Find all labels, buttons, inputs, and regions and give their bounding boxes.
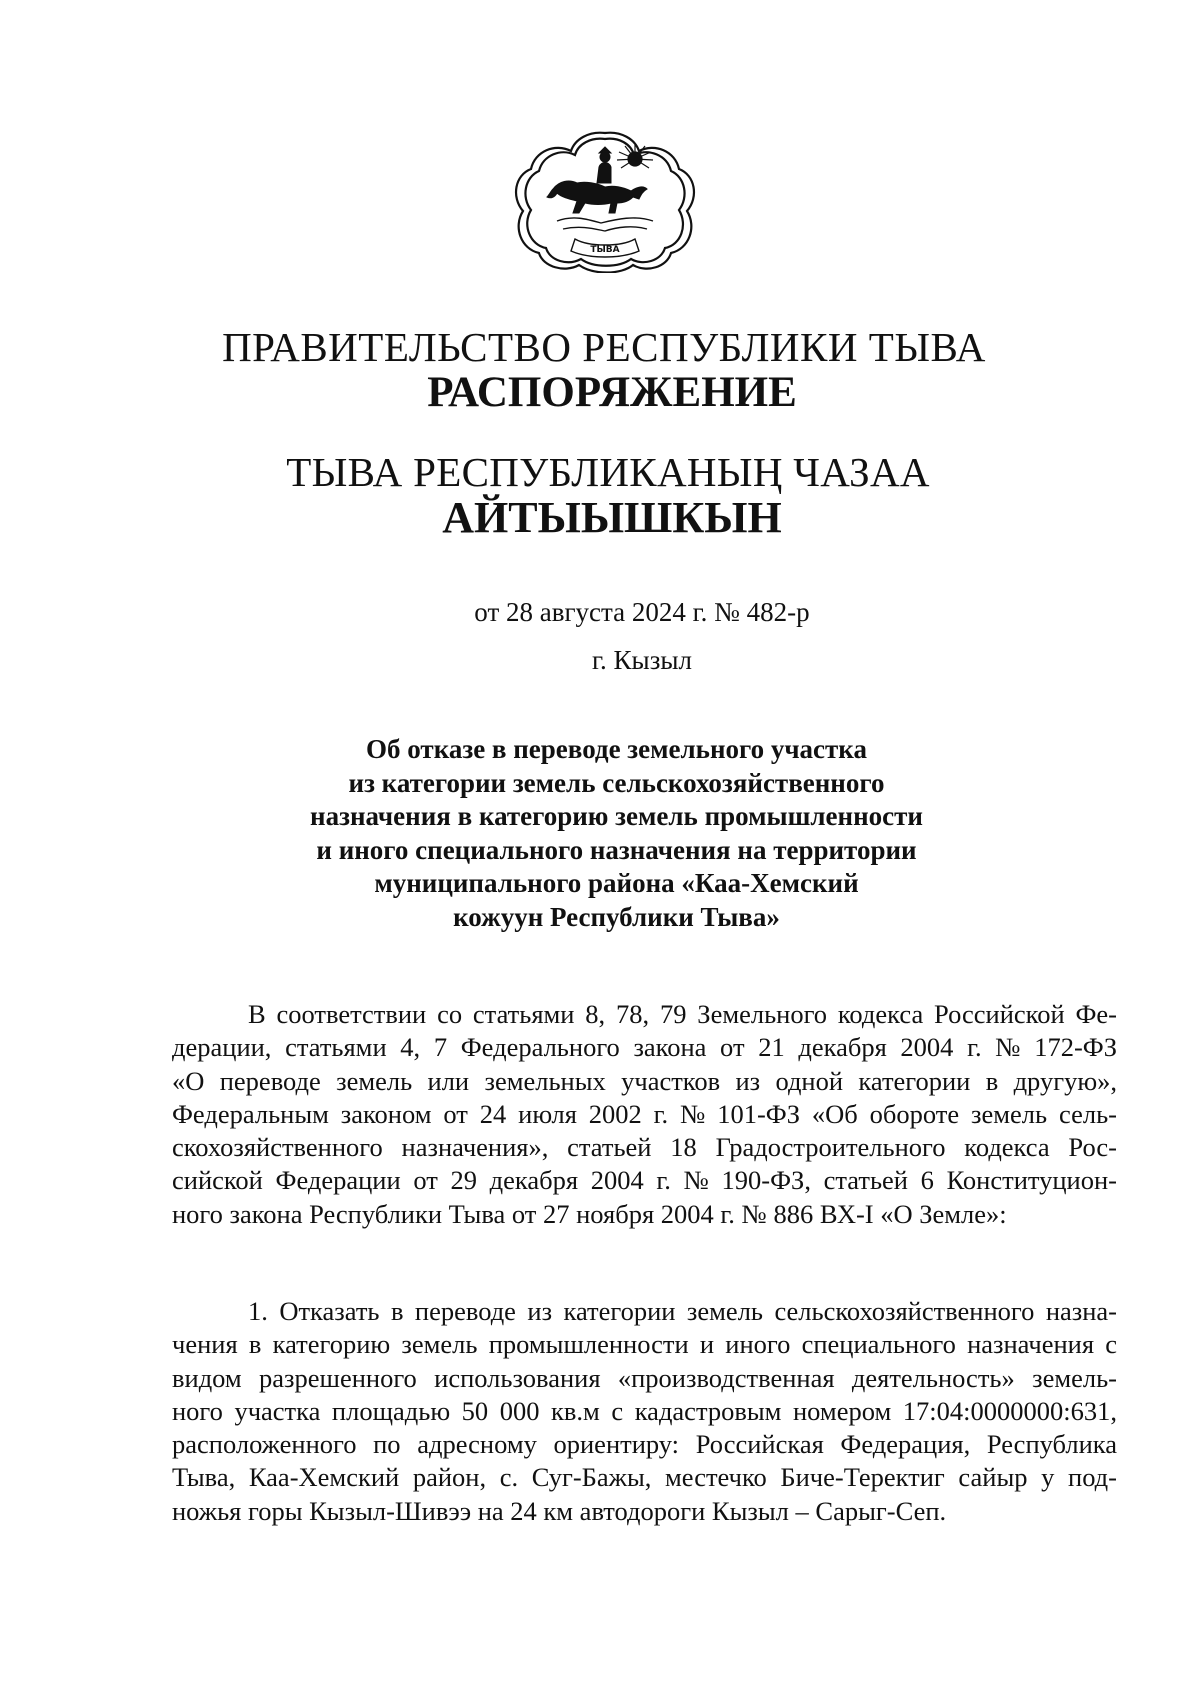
document-title [0, 733, 1200, 934]
paragraph-line: видом разрешенного использования «производственная деятельность» земель- [172, 1362, 1117, 1393]
document-city: г. Кызыл [592, 645, 692, 675]
title-line: назначения в категорию земель промышленности [310, 801, 923, 831]
clause-1-paragraph [172, 1295, 1117, 1528]
paragraph-line: «О переводе земель или земельных участков из одной категории в другую», [172, 1065, 1117, 1096]
tuva-emblem-icon [513, 127, 697, 273]
paragraph-line: скохозяйственного назначения», статьей 18 Градостроительного кодекса Рос- [172, 1132, 1117, 1163]
document-type-ru: РАСПОРЯЖЕНИЕ [427, 369, 797, 416]
svg-text:ТЫВА: ТЫВА [590, 245, 620, 255]
sun-icon [617, 143, 653, 168]
paragraph-line: Тыва, Каа-Хемский район, с. Суг-Бажы, местечко Биче-Теректиг сайыр у под- [172, 1462, 1117, 1493]
paragraph-line: В соответствии со статьями 8, 78, 79 Земельного кодекса Российской Фе- [248, 999, 1117, 1029]
title-line: и иного специального назначения на территории [316, 834, 917, 865]
paragraph-line: чения в категорию земель промышленности и иного специального назначения с [172, 1329, 1117, 1360]
paragraph-line: ножья горы Кызыл-Шивээ на 24 км автодороги Кызыл – Сарыг-Сеп. [172, 1495, 947, 1526]
paragraph-line: расположенного по адресному ориентиру: Российская Федерация, Республика [172, 1429, 1117, 1460]
title-line: муниципального района «Каа-Хемский [374, 868, 859, 898]
paragraph-line: ного участка площадью 50 000 кв.м с кадастровым номером 17:04:0000000:631, [172, 1395, 1117, 1426]
document-date-number: от 28 августа 2024 г. № 482-р [474, 597, 810, 627]
title-line: кожуун Республики Тыва» [453, 901, 780, 932]
paragraph-line: Федеральным законом от 24 июля 2002 г. № 101-ФЗ «Об обороте земель сель- [172, 1098, 1117, 1129]
paragraph-line: 1. Отказать в переводе из категории земель сельскохозяйственного назна- [248, 1296, 1117, 1326]
paragraph-line: дерации, статьями 4, 7 Федерального закона от 21 декабря 2004 г. № 172-ФЗ [172, 1032, 1117, 1063]
title-line: Об отказе в переводе земельного участка [366, 734, 867, 764]
title-line: из категории земель сельскохозяйственного [348, 767, 885, 798]
paragraph-line: ного закона Республики Тыва от 27 ноября 2004 г. № 886 ВХ-I «О Земле»: [172, 1198, 1007, 1229]
preamble-paragraph [172, 998, 1117, 1231]
emblem-banner-icon [571, 239, 639, 257]
government-name-ru: ПРАВИТЕЛЬСТВО РЕСПУБЛИКИ ТЫВА [222, 324, 986, 370]
government-name-tv: ТЫВА РЕСПУБЛИКАНЫҢ ЧАЗАА [286, 449, 930, 495]
document-type-tv: АЙТЫЫШКЫН [442, 493, 782, 542]
paragraph-line: сийской Федерации от 29 декабря 2004 г. № 190-ФЗ, статьей 6 Конституцион- [172, 1165, 1117, 1196]
